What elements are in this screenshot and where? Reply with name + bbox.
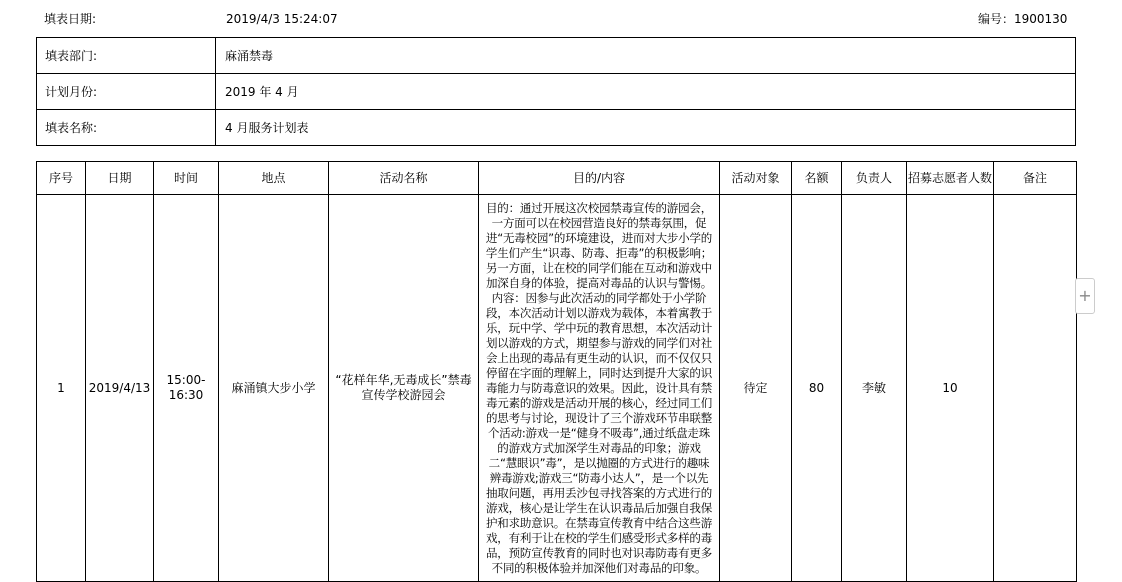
table-row <box>37 195 1077 582</box>
dept-label: 填表部门: <box>37 38 216 74</box>
col-header-remark: 备注 <box>994 162 1077 195</box>
col-header-place: 地点 <box>219 162 329 195</box>
info-row-name <box>37 110 1076 146</box>
col-header-date: 日期 <box>86 162 154 195</box>
col-header-time: 时间 <box>154 162 219 195</box>
cell-activity: “花样年华,无毒成长”禁毒宣传学校游园会 <box>329 195 479 582</box>
col-header-volunteers: 招募志愿者人数 <box>907 162 994 195</box>
cell-time: 15:00-16:30 <box>154 195 219 582</box>
form-number: 编号：1900130 <box>978 12 1068 26</box>
purpose-text: 目的：通过开展这次校园禁毒宣传的游园会，一方面可以在校园营造良好的禁毒氛围，促进“无毒校园”的环境建设，进而对大步小学的学生们产生“识毒、防毒、拒毒”的积极影响；另一方面，让在校的同学们能在互动和游戏中加深自身的体验，提高对毒品的认识与警惕。 内容：因参与此次活动的同学都处于小学阶段，本次活动计划以游戏为载体，本着寓教于乐，玩中学、学中玩的教育思想，本次活动计划以游戏的方式，期望参与游戏的同学们对社会上出现的毒品有更生动的认识，而不仅仅只停留在字面的理解上，同时达到提升大家的识毒能力与防毒意识的效果。因此，设计具有禁毒元素的游戏是活动开展的核心，经过同工们的思考与讨论，现设计了三个游戏环节串联整个活动:游戏一是“健身不吸毒”,通过纸盘走珠的游戏方式加深学生对毒品的印象；游戏二“慧眼识”毒”，是以抛圈的方式进行的趣味辨毒游戏;游戏三“防毒小达人”，是一个以先抽取问题，再用丢沙包寻找答案的方式进行的游戏，核心是让学生在认识毒品后加强自我保护和求助意识。在禁毒宣传教育中结合这些游戏，有利于让在校的学生们感受形式多样的毒品，预防宣传教育的同时也对识毒防毒有更多不同的积极体验并加深他们对毒品的印象。 <box>485 201 713 575</box>
info-row-month <box>37 74 1076 110</box>
cell-volunteers: 10 <box>907 195 994 582</box>
plan-table <box>36 161 1077 582</box>
col-header-target: 活动对象 <box>720 162 792 195</box>
month-value: 2019 年 4 月 <box>216 74 1076 110</box>
col-header-quota: 名额 <box>792 162 842 195</box>
cell-no: 1 <box>37 195 86 582</box>
cell-quota: 80 <box>792 195 842 582</box>
cell-owner: 李敏 <box>842 195 907 582</box>
cell-date: 2019/4/13 <box>86 195 154 582</box>
cell-place: 麻涌镇大步小学 <box>219 195 329 582</box>
fill-date-label: 填表日期: <box>44 12 97 26</box>
cell-purpose <box>479 195 720 582</box>
month-label: 计划月份: <box>37 74 216 110</box>
header-row <box>0 11 1122 27</box>
cell-remark <box>994 195 1077 582</box>
info-row-dept <box>37 38 1076 74</box>
name-value: 4 月服务计划表 <box>216 110 1076 146</box>
table-header-row <box>37 162 1077 195</box>
name-label: 填表名称: <box>37 110 216 146</box>
expand-button[interactable]: + <box>1075 278 1095 314</box>
dept-value: 麻涌禁毒 <box>216 38 1076 74</box>
info-table <box>36 37 1076 146</box>
cell-target: 待定 <box>720 195 792 582</box>
fill-date-value: 2019/4/3 15:24:07 <box>226 12 338 26</box>
col-header-owner: 负责人 <box>842 162 907 195</box>
col-header-no: 序号 <box>37 162 86 195</box>
col-header-activity: 活动名称 <box>329 162 479 195</box>
col-header-purpose: 目的/内容 <box>479 162 720 195</box>
